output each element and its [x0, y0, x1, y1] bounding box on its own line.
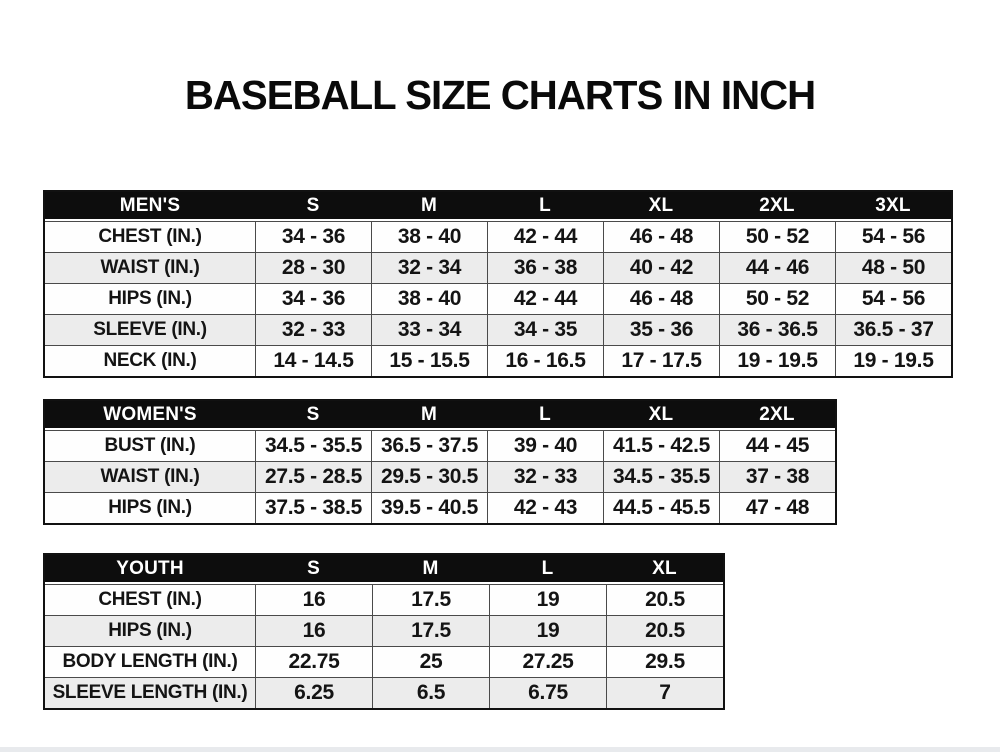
value-cell: 54 - 56 — [835, 221, 951, 252]
value-cell: 46 - 48 — [603, 221, 719, 252]
table-header-size-label: L — [487, 192, 603, 221]
row-label-cell: CHEST (IN.) — [45, 221, 255, 252]
value-cell: 25 — [372, 646, 489, 677]
table-header-size-label: M — [372, 555, 489, 584]
row-label-cell: BUST (IN.) — [45, 430, 255, 461]
row-label-cell: HIPS (IN.) — [45, 283, 255, 314]
value-cell: 46 - 48 — [603, 283, 719, 314]
row-label-cell: CHEST (IN.) — [45, 584, 255, 615]
value-cell: 42 - 44 — [487, 283, 603, 314]
value-cell: 37 - 38 — [719, 461, 835, 492]
size-table-mens — [43, 190, 953, 378]
table-header-group-label: MEN'S — [45, 192, 255, 221]
value-cell: 19 — [489, 584, 606, 615]
table-header-size-label: M — [371, 401, 487, 430]
table-header-size-label: XL — [603, 192, 719, 221]
table-header-size-label: S — [255, 555, 372, 584]
value-cell: 42 - 43 — [487, 492, 603, 523]
value-cell: 16 — [255, 615, 372, 646]
table-header-size-label: XL — [603, 401, 719, 430]
table-header-size-label: M — [371, 192, 487, 221]
value-cell: 38 - 40 — [371, 221, 487, 252]
value-cell: 20.5 — [606, 584, 723, 615]
value-cell: 15 - 15.5 — [371, 345, 487, 376]
value-cell: 14 - 14.5 — [255, 345, 371, 376]
value-cell: 19 - 19.5 — [835, 345, 951, 376]
value-cell: 22.75 — [255, 646, 372, 677]
row-label-cell: HIPS (IN.) — [45, 492, 255, 523]
size-table-womens — [43, 399, 837, 525]
row-label-cell: BODY LENGTH (IN.) — [45, 646, 255, 677]
table-header-size-label: L — [489, 555, 606, 584]
value-cell: 6.75 — [489, 677, 606, 708]
value-cell: 27.5 - 28.5 — [255, 461, 371, 492]
row-label-cell: SLEEVE LENGTH (IN.) — [45, 677, 255, 708]
value-cell: 48 - 50 — [835, 252, 951, 283]
value-cell: 50 - 52 — [719, 283, 835, 314]
value-cell: 28 - 30 — [255, 252, 371, 283]
page-title: BASEBALL SIZE CHARTS IN INCH — [184, 72, 816, 118]
value-cell: 34 - 36 — [255, 221, 371, 252]
table-header-group-label: YOUTH — [45, 555, 255, 584]
row-label-cell: HIPS (IN.) — [45, 615, 255, 646]
value-cell: 41.5 - 42.5 — [603, 430, 719, 461]
value-cell: 34.5 - 35.5 — [603, 461, 719, 492]
value-cell: 40 - 42 — [603, 252, 719, 283]
value-cell: 50 - 52 — [719, 221, 835, 252]
row-label-cell: WAIST (IN.) — [45, 461, 255, 492]
value-cell: 42 - 44 — [487, 221, 603, 252]
value-cell: 29.5 — [606, 646, 723, 677]
value-cell: 16 — [255, 584, 372, 615]
value-cell: 19 - 19.5 — [719, 345, 835, 376]
table-header-size-label: L — [487, 401, 603, 430]
value-cell: 32 - 34 — [371, 252, 487, 283]
table-header-size-label: S — [255, 192, 371, 221]
value-cell: 33 - 34 — [371, 314, 487, 345]
value-cell: 36.5 - 37 — [835, 314, 951, 345]
value-cell: 34 - 35 — [487, 314, 603, 345]
table-header-size-label: 3XL — [835, 192, 951, 221]
value-cell: 38 - 40 — [371, 283, 487, 314]
value-cell: 44.5 - 45.5 — [603, 492, 719, 523]
table-header-size-label: 2XL — [719, 192, 835, 221]
value-cell: 7 — [606, 677, 723, 708]
value-cell: 6.5 — [372, 677, 489, 708]
value-cell: 36 - 36.5 — [719, 314, 835, 345]
table-header-size-label: S — [255, 401, 371, 430]
value-cell: 27.25 — [489, 646, 606, 677]
value-cell: 34.5 - 35.5 — [255, 430, 371, 461]
value-cell: 17.5 — [372, 584, 489, 615]
value-cell: 19 — [489, 615, 606, 646]
table-header-size-label: 2XL — [719, 401, 835, 430]
value-cell: 47 - 48 — [719, 492, 835, 523]
value-cell: 44 - 46 — [719, 252, 835, 283]
value-cell: 34 - 36 — [255, 283, 371, 314]
row-label-cell: SLEEVE (IN.) — [45, 314, 255, 345]
value-cell: 44 - 45 — [719, 430, 835, 461]
value-cell: 36 - 38 — [487, 252, 603, 283]
value-cell: 6.25 — [255, 677, 372, 708]
size-table-youth — [43, 553, 725, 710]
row-label-cell: NECK (IN.) — [45, 345, 255, 376]
table-header-size-label: XL — [606, 555, 723, 584]
value-cell: 39 - 40 — [487, 430, 603, 461]
value-cell: 37.5 - 38.5 — [255, 492, 371, 523]
value-cell: 17 - 17.5 — [603, 345, 719, 376]
bottom-edge-strip — [0, 747, 1000, 752]
value-cell: 32 - 33 — [255, 314, 371, 345]
table-header-group-label: WOMEN'S — [45, 401, 255, 430]
value-cell: 36.5 - 37.5 — [371, 430, 487, 461]
value-cell: 17.5 — [372, 615, 489, 646]
value-cell: 32 - 33 — [487, 461, 603, 492]
row-label-cell: WAIST (IN.) — [45, 252, 255, 283]
value-cell: 16 - 16.5 — [487, 345, 603, 376]
value-cell: 54 - 56 — [835, 283, 951, 314]
value-cell: 20.5 — [606, 615, 723, 646]
value-cell: 29.5 - 30.5 — [371, 461, 487, 492]
value-cell: 35 - 36 — [603, 314, 719, 345]
value-cell: 39.5 - 40.5 — [371, 492, 487, 523]
